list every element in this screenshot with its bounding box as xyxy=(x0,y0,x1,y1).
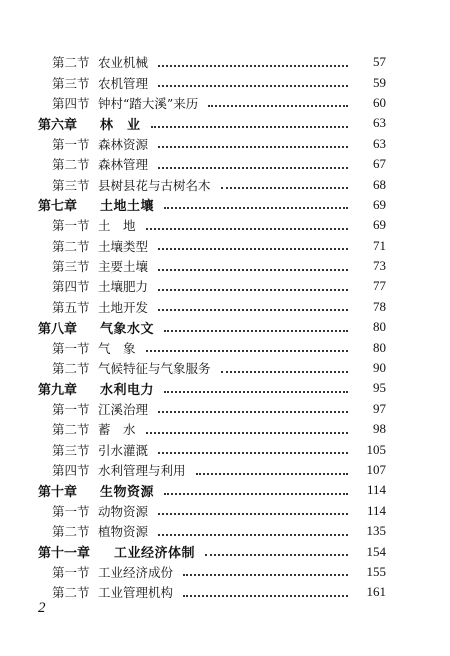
toc-entry-number: 第九章 xyxy=(38,382,78,398)
toc-entry-title: 林 业 xyxy=(100,117,141,133)
toc-entry-title: 工业经济体制 xyxy=(114,546,196,562)
toc-entry-page: 80 xyxy=(373,339,386,355)
toc-chapter-entry xyxy=(0,317,450,337)
toc-entry-page: 68 xyxy=(373,176,386,192)
dot-leader xyxy=(221,186,348,189)
toc-entry-page: 105 xyxy=(366,441,386,457)
toc-entry-title: 森林管理 xyxy=(98,157,149,173)
toc-entry-title: 江溪治理 xyxy=(98,401,149,417)
dot-leader xyxy=(158,451,348,454)
toc-entry-title: 动物资源 xyxy=(98,503,149,519)
toc-entry-number: 第七章 xyxy=(38,199,78,215)
toc-section-entry xyxy=(0,93,450,113)
toc-entry-number: 第二节 xyxy=(52,422,90,438)
toc-section-entry xyxy=(0,337,450,357)
toc-entry-page: 154 xyxy=(366,543,386,559)
dot-leader xyxy=(158,166,348,169)
dot-leader xyxy=(158,288,348,291)
toc-entry-title: 工业经济成份 xyxy=(98,564,174,580)
toc-entry-page: 73 xyxy=(373,258,386,274)
toc-entry-title: 植物资源 xyxy=(98,524,149,540)
dot-leader xyxy=(164,390,348,393)
toc-entry-number: 第六章 xyxy=(38,117,78,133)
toc-section-entry xyxy=(0,174,450,194)
toc-entry-title: 农业机械 xyxy=(98,55,149,71)
toc-section-entry xyxy=(0,460,450,480)
toc-entry-page: 90 xyxy=(373,360,386,376)
toc-section-entry xyxy=(0,358,450,378)
toc-entry-number: 第二节 xyxy=(52,55,90,71)
toc-entry-page: 63 xyxy=(373,115,386,131)
toc-entry-title: 农机管理 xyxy=(98,75,149,91)
toc-section-entry xyxy=(0,399,450,419)
toc-entry-page: 97 xyxy=(373,400,386,416)
toc-section-entry xyxy=(0,215,450,235)
toc-section-entry xyxy=(0,582,450,602)
dot-leader xyxy=(158,268,348,271)
toc-entry-number: 第三节 xyxy=(52,177,90,193)
toc-entry-number: 第三节 xyxy=(52,75,90,91)
toc-entry-title: 县树县花与古树名木 xyxy=(98,177,211,193)
toc-entry-number: 第一节 xyxy=(52,218,90,234)
toc-entry-page: 57 xyxy=(373,54,386,70)
toc-entry-title: 引水灌溉 xyxy=(98,442,149,458)
toc-entry-number: 第一节 xyxy=(52,136,90,152)
toc-section-entry xyxy=(0,256,450,276)
dot-leader xyxy=(164,329,348,332)
dot-leader xyxy=(158,247,348,250)
toc-entry-number: 第三节 xyxy=(52,259,90,275)
toc-section-entry xyxy=(0,72,450,92)
toc-entry-number: 第一节 xyxy=(52,564,90,580)
dot-leader xyxy=(158,84,348,87)
dot-leader xyxy=(208,104,348,107)
toc-entry-number: 第五节 xyxy=(52,299,90,315)
toc-entry-page: 77 xyxy=(373,278,386,294)
dot-leader xyxy=(196,472,348,475)
toc-entry-title: 蓄 水 xyxy=(98,422,136,438)
toc-entry-number: 第二节 xyxy=(52,238,90,254)
toc-entry-page: 78 xyxy=(373,298,386,314)
toc-entry-title: 气象水文 xyxy=(100,321,155,337)
toc-section-entry xyxy=(0,562,450,582)
toc-entry-title: 气 象 xyxy=(98,340,136,356)
toc-entry-page: 114 xyxy=(366,502,386,518)
toc-entry-number: 第十一章 xyxy=(38,546,91,562)
dot-leader xyxy=(158,145,348,148)
dot-leader xyxy=(158,308,348,311)
toc-chapter-entry xyxy=(0,113,450,133)
toc-section-entry xyxy=(0,439,450,459)
toc-section-entry xyxy=(0,154,450,174)
toc-entry-title: 土壤肥力 xyxy=(98,279,149,295)
toc-entry-title: 土地开发 xyxy=(98,299,149,315)
toc-entry-title: 钟村“踏大溪”来历 xyxy=(98,95,199,111)
toc-entry-page: 114 xyxy=(366,482,386,498)
toc-entry-title: 主要土壤 xyxy=(98,259,149,275)
toc-entry-title: 土壤类型 xyxy=(98,238,149,254)
toc-entry-number: 第一节 xyxy=(52,503,90,519)
toc-entry-page: 98 xyxy=(373,421,386,437)
toc-section-entry xyxy=(0,236,450,256)
dot-leader xyxy=(158,410,348,413)
toc-entry-page: 80 xyxy=(373,319,386,335)
toc-entry-title: 水利电力 xyxy=(100,382,155,398)
toc-entry-number: 第八章 xyxy=(38,321,78,337)
dot-leader xyxy=(164,206,348,209)
toc-entry-page: 135 xyxy=(366,523,386,539)
toc-entry-title: 土地土壤 xyxy=(100,199,155,215)
dot-leader xyxy=(146,349,348,352)
toc-entry-number: 第四节 xyxy=(52,279,90,295)
toc-entry-page: 69 xyxy=(373,196,386,212)
toc-entry-title: 工业管理机构 xyxy=(98,585,174,601)
toc-entry-number: 第二节 xyxy=(52,585,90,601)
toc-entry-title: 森林资源 xyxy=(98,136,149,152)
toc-entry-title: 水利管理与利用 xyxy=(98,463,186,478)
toc-entry-page: 95 xyxy=(373,380,386,396)
dot-leader xyxy=(205,553,348,556)
toc-entry-number: 第三节 xyxy=(52,442,90,458)
toc-section-entry xyxy=(0,501,450,521)
toc-entry-title: 气候特征与气象服务 xyxy=(98,361,211,377)
toc-section-entry xyxy=(0,276,450,296)
toc-entry-title: 土 地 xyxy=(98,218,136,234)
toc-entry-number: 第四节 xyxy=(52,95,90,111)
dot-leader xyxy=(164,492,348,495)
toc-chapter-entry xyxy=(0,541,450,561)
toc-entry-number: 第十章 xyxy=(38,484,78,500)
toc-section-entry xyxy=(0,297,450,317)
toc-section-entry xyxy=(0,419,450,439)
toc-entry-page: 155 xyxy=(366,563,386,579)
toc-entry-number: 第二节 xyxy=(52,157,90,173)
dot-leader xyxy=(158,512,348,515)
toc-entry-page: 107 xyxy=(366,462,386,477)
toc-section-entry xyxy=(0,134,450,154)
dot-leader xyxy=(146,227,348,230)
toc-entry-number: 第二节 xyxy=(52,524,90,540)
dot-leader xyxy=(146,431,348,434)
toc-chapter-entry xyxy=(0,195,450,215)
dot-leader xyxy=(221,370,348,373)
dot-leader xyxy=(183,573,348,576)
toc-entry-page: 59 xyxy=(373,74,386,90)
toc-chapter-entry xyxy=(0,378,450,398)
toc-entry-number: 第二节 xyxy=(52,361,90,377)
toc-entry-title: 生物资源 xyxy=(100,484,155,500)
table-of-contents xyxy=(0,52,450,603)
toc-entry-number: 第四节 xyxy=(52,463,90,478)
toc-section-entry xyxy=(0,52,450,72)
toc-entry-page: 69 xyxy=(373,217,386,233)
dot-leader xyxy=(158,533,348,536)
toc-entry-page: 67 xyxy=(373,156,386,172)
dot-leader xyxy=(158,64,348,67)
toc-section-entry xyxy=(0,521,450,541)
page-number: 2 xyxy=(38,600,46,616)
toc-entry-page: 71 xyxy=(373,237,386,253)
toc-entry-number: 第一节 xyxy=(52,401,90,417)
toc-entry-number: 第一节 xyxy=(52,340,90,356)
dot-leader xyxy=(151,125,348,128)
toc-entry-page: 63 xyxy=(373,135,386,151)
dot-leader xyxy=(183,594,348,597)
toc-entry-page: 60 xyxy=(373,94,386,110)
toc-chapter-entry xyxy=(0,480,450,500)
toc-entry-page: 161 xyxy=(366,584,386,600)
